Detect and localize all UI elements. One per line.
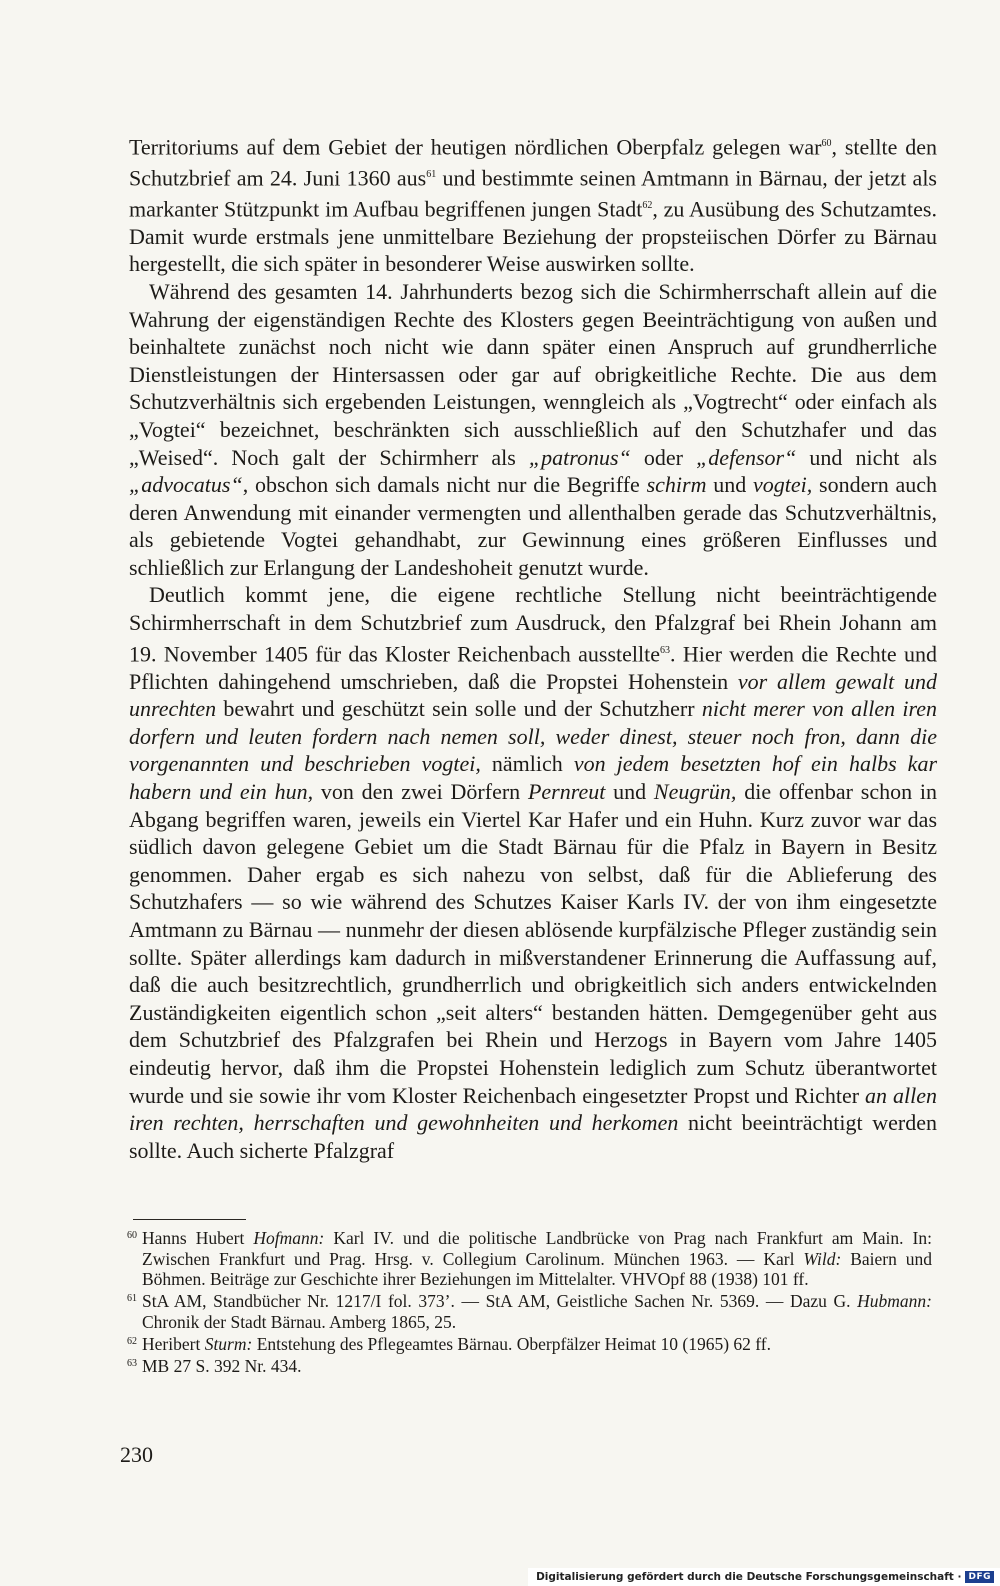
footnote-reference: 61: [426, 168, 437, 180]
footnote-number: 61: [127, 1293, 137, 1304]
text-segment: sondern auch deren Anwendung mit einander vermengten und allenthalben gerade das Schutzverhältnis, als gebietende Vogtei gehandhabt, zur Gewinnung eines größeren Einflusses und schließlich zur Erlangung der Landeshoheit genutzt wurde.: [129, 472, 938, 580]
text-segment: Heribert: [142, 1333, 205, 1354]
footnote-reference: 60: [821, 138, 832, 149]
text-segment: Hanns Hubert: [142, 1228, 254, 1248]
text-segment: oder: [630, 444, 697, 470]
text-segment: Baiern und Böhmen. Beiträge zur Geschichte ihrer Beziehungen im Mittelalter. VHVOpf 88 (1938) 101 ff.: [142, 1248, 933, 1289]
italic-text: „defensor“: [696, 444, 797, 470]
footnote-text: [142, 1356, 301, 1376]
footnote-number: 60: [127, 1230, 137, 1241]
text-segment: , stellte den Schutzbrief am 24. Juni 1360 aus: [129, 134, 937, 191]
digitization-footer: [528, 1568, 1000, 1586]
footnote-number: 63: [127, 1357, 137, 1369]
page-number: 230: [120, 1442, 153, 1467]
italic-text: Wild:: [803, 1248, 842, 1269]
footnote-61: [127, 1291, 932, 1332]
footnotes: [127, 1228, 932, 1378]
text-segment: und nicht als: [796, 444, 938, 470]
text-segment: , zu Ausübung des Schutzamtes. Damit wurde erstmals jene unmittelbare Beziehung der propsteiischen Dörfer zu Bärnau hergestellt, die sich später in besonderer Weise auswirken sollte.: [129, 196, 937, 277]
italic-text: an allen iren rechten, herrschaften und gewohnheiten und herkomen: [129, 1082, 937, 1136]
text-segment: von den zwei Dörfern: [313, 778, 528, 804]
footnote-reference: 63: [659, 644, 670, 656]
text-segment: Chronik der Stadt Bärnau. Amberg 1865, 25.: [142, 1311, 457, 1332]
italic-text: schirm: [646, 472, 707, 498]
footnote-63: [127, 1356, 932, 1377]
text-segment: nämlich: [480, 751, 574, 777]
paragraph-1: [129, 130, 937, 278]
paragraph-2: [129, 278, 937, 582]
footnote-reference: 62: [642, 199, 653, 211]
footnote-separator: [133, 1219, 246, 1220]
footer-text: Digitalisierung gefördert durch die Deutsche Forschungsgemeinschaft ·: [536, 1571, 962, 1583]
text-segment: MB 27 S. 392 Nr. 434.: [142, 1355, 302, 1376]
italic-text: Hofmann:: [253, 1228, 325, 1248]
italic-text: Pernreut: [527, 778, 606, 804]
italic-text: Hubmann:: [857, 1291, 932, 1311]
italic-text: Neugrün,: [653, 778, 737, 804]
text-segment: und bestimmte seinen Amtmann in Bärnau, der jetzt als markanter Stützpunkt im Aufbau begriffenen jungen Stadt: [129, 165, 937, 222]
italic-text: Sturm:: [204, 1333, 253, 1354]
text-segment: StA AM, Standbücher Nr. 1217/I fol. 373’. — StA AM, Geistliche Sachen Nr. 5369. — Dazu G.: [142, 1291, 858, 1311]
footnote-number: 62: [127, 1335, 137, 1347]
text-segment: Deutlich kommt jene, die eigene rechtliche Stellung nicht beeinträchtigende Schirmherrschaft in dem Schutzbrief zum Ausdruck, den Pfalzgraf bei Rhein Johann am 19. November 1405 für das Kloster Reichenbach ausstellte: [129, 582, 937, 666]
text-segment: die offenbar schon in Abgang begriffen waren, jeweils ein Viertel Kar Hafer und ein Huhn. Kurz zuvor war das südlich davon gelegene Gebiet um die Stadt Bärnau für die Pfalz in Bayern in Besitz genommen. Daher ergab es sich nahezu von selbst, daß für die Ablieferung des Schutzhafers — so wie während des Schutzes Kaiser Karls IV. der von ihm eingesetzte Amtmann zu Bärnau — nunmehr der diesen ablösende kurpfälzische Pfleger zuständig sein sollte. Später allerdings kam dadurch in mißverstandener Erinnerung die Auffassung auf, daß die auch besitzrechtlich, grundherrlich und obrigkeitlich sich anders entwickelnden Zuständigkeiten eigentlich schon „seit alters“ bestanden hätten. Demgegenüber geht aus dem Schutzbrief des Pfalzgrafen bei Rhein und Herzogs in Bayern vom Jahre 1405 eindeutig hervor, daß ihm die Propstei Hohenstein lediglich zum Schutz überantwortet wurde und sie sowie ihr vom Kloster Reichenbach eingesetzter Propst und Richter: [129, 778, 937, 1108]
footnote-text: [142, 1291, 932, 1332]
footnote-text: [142, 1228, 932, 1289]
text-segment: Territoriums auf dem Gebiet der heutigen nördlichen Oberpfalz gelegen war: [129, 134, 822, 160]
text-segment: nicht beeinträchtigt werden sollte. Auch sicherte Pfalzgraf: [129, 1110, 937, 1163]
italic-text: nicht merer von allen iren dorfern und leuten fordern nach nemen soll, weder dinest, steuer noch fron, dann die vorgenannten und beschrieben vogtei,: [129, 696, 938, 777]
italic-text: „advocatus“: [129, 472, 243, 498]
text-segment: und: [706, 472, 754, 498]
dfg-logo: DFG: [965, 1571, 994, 1583]
body-text: [129, 130, 937, 1164]
text-segment: Während des gesamten 14. Jahrhunderts bezog sich die Schirmherrschaft allein auf die Wahrung der eigenständigen Rechte des Klosters gegen Beeinträchtigung von außen und beinhaltete zunächst noch nicht wie dann später einen Anspruch auf grundherrliche Dienstleistungen der Hintersassen oder gar auf obrigkeitliche Rechte. Die aus dem Schutzverhältnis sich ergebenden Leistungen, wenngleich als „Vogtrecht“ oder einfach als „Vogtei“ bezeichnet, beschränkten sich ausschließlich auf den Schutzhafer und das „Weised“. Noch galt der Schirmherr als: [129, 278, 937, 470]
text-segment: . Hier werden die Rechte und Pflichten dahingehend umschrieben, daß die Propstei Hohenstein: [129, 641, 937, 694]
footnote-text: [142, 1334, 771, 1354]
text-segment: bewahrt und geschützt sein solle und der Schutzherr: [216, 696, 702, 722]
italic-text: „patronus“: [528, 444, 631, 470]
italic-text: von jedem besetzten hof ein halbs kar habern und ein hun,: [129, 751, 938, 804]
text-segment: Karl IV. und die politische Landbrücke von Prag nach Frankfurt am Main. In: Zwischen Frankfurt und Prag. Hrsg. v. Collegium Carolinum. München 1963. — Karl: [142, 1228, 933, 1269]
text-segment: , obschon sich damals nicht nur die Begriffe: [242, 472, 647, 498]
paragraph-3: [129, 581, 937, 1164]
footnote-62: [127, 1334, 932, 1355]
text-segment: und: [605, 778, 654, 804]
italic-text: vogtei,: [753, 472, 813, 498]
italic-text: vor allem gewalt und unrechten: [129, 668, 937, 722]
text-segment: Entstehung des Pflegeamtes Bärnau. Oberpfälzer Heimat 10 (1965) 62 ff.: [252, 1333, 772, 1354]
footnote-60: [127, 1228, 932, 1290]
